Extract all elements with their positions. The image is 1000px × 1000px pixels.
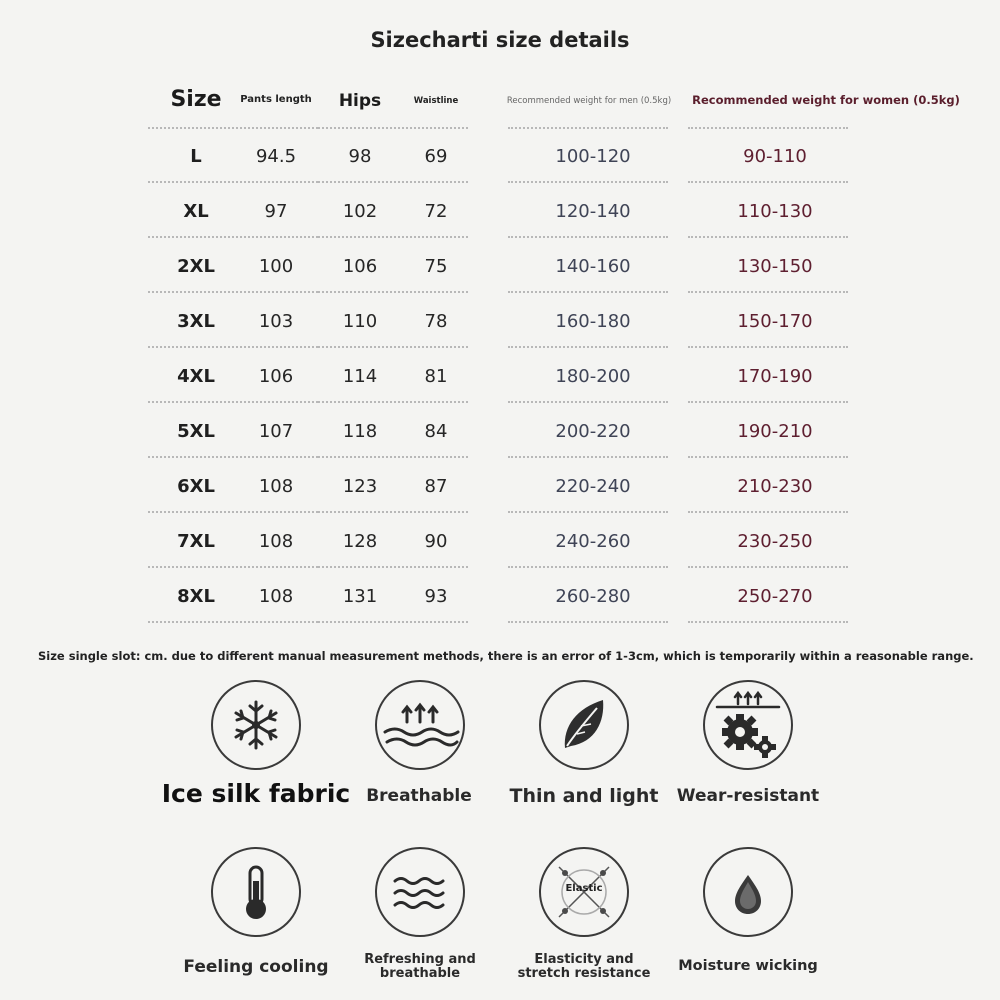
- cell-waistline: 72: [424, 201, 448, 222]
- cell-size: 7XL: [177, 531, 215, 552]
- row-separator: [688, 456, 848, 458]
- feature-label-wear-resistant: Wear-resistant: [676, 786, 820, 806]
- cell-size: 8XL: [177, 586, 215, 607]
- cell-size: 6XL: [177, 476, 215, 497]
- page-title: Sizecharti size details: [370, 28, 630, 52]
- row-separator: [148, 127, 318, 129]
- waves-icon: [375, 847, 465, 937]
- cell-women-weight: 90-110: [743, 146, 807, 167]
- row-separator: [148, 566, 318, 568]
- leaf-icon: [539, 680, 629, 770]
- row-separator: [688, 127, 848, 129]
- row-separator: [148, 456, 318, 458]
- row-separator: [508, 621, 668, 623]
- header-pants-length: Pants length: [240, 94, 312, 105]
- header-size: Size: [170, 87, 222, 112]
- measurement-note: Size single slot: cm. due to different manual measurement methods, there is an error of 1-3cm, which is temporarily within a reasonable range.: [38, 649, 974, 663]
- row-separator: [148, 401, 318, 403]
- cell-pants-length: 100: [258, 256, 294, 277]
- cell-hips: 110: [342, 311, 378, 332]
- row-separator: [508, 566, 668, 568]
- cell-size: 5XL: [177, 421, 215, 442]
- cell-size: 2XL: [177, 256, 215, 277]
- cell-women-weight: 170-190: [737, 366, 813, 387]
- row-separator: [688, 566, 848, 568]
- row-separator: [148, 236, 318, 238]
- row-separator: [688, 401, 848, 403]
- row-separator: [508, 511, 668, 513]
- feature-label-moisture-wicking: Moisture wicking: [678, 958, 818, 974]
- cell-waistline: 75: [424, 256, 448, 277]
- cell-women-weight: 230-250: [737, 531, 813, 552]
- cell-men-weight: 140-160: [555, 256, 631, 277]
- row-separator: [508, 346, 668, 348]
- row-separator: [318, 401, 468, 403]
- cell-hips: 106: [342, 256, 378, 277]
- row-separator: [318, 566, 468, 568]
- cell-hips: 123: [342, 476, 378, 497]
- row-separator: [318, 236, 468, 238]
- feature-label-refreshing: Refreshing and breathable: [364, 952, 476, 981]
- row-separator: [508, 401, 668, 403]
- row-separator: [688, 181, 848, 183]
- cell-men-weight: 100-120: [555, 146, 631, 167]
- feature-label-ice-silk: Ice silk fabric: [161, 779, 351, 808]
- cell-hips: 114: [342, 366, 378, 387]
- water-drop-icon: [703, 847, 793, 937]
- cell-hips: 98: [348, 146, 372, 167]
- cell-pants-length: 94.5: [255, 146, 297, 167]
- cell-women-weight: 250-270: [737, 586, 813, 607]
- row-separator: [148, 291, 318, 293]
- row-separator: [508, 456, 668, 458]
- row-separator: [148, 621, 318, 623]
- elastic-icon: [539, 847, 629, 937]
- gears-icon: [703, 680, 793, 770]
- row-separator: [318, 456, 468, 458]
- cell-pants-length: 106: [258, 366, 294, 387]
- cell-pants-length: 107: [258, 421, 294, 442]
- cell-pants-length: 108: [258, 531, 294, 552]
- feature-label-elasticity: Elasticity and stretch resistance: [517, 952, 651, 981]
- feature-label-thin-light: Thin and light: [509, 785, 659, 807]
- row-separator: [148, 346, 318, 348]
- row-separator: [688, 511, 848, 513]
- cell-pants-length: 97: [264, 201, 288, 222]
- row-separator: [318, 181, 468, 183]
- cell-men-weight: 180-200: [555, 366, 631, 387]
- cell-pants-length: 108: [258, 476, 294, 497]
- cell-men-weight: 160-180: [555, 311, 631, 332]
- row-separator: [508, 236, 668, 238]
- snowflake-icon: [211, 680, 301, 770]
- cell-waistline: 69: [424, 146, 448, 167]
- cell-women-weight: 210-230: [737, 476, 813, 497]
- header-women-weight: Recommended weight for women (0.5kg): [692, 93, 960, 107]
- cell-women-weight: 190-210: [737, 421, 813, 442]
- cell-pants-length: 108: [258, 586, 294, 607]
- cell-men-weight: 240-260: [555, 531, 631, 552]
- row-separator: [318, 346, 468, 348]
- breathable-icon: [375, 680, 465, 770]
- cell-size: L: [190, 146, 202, 167]
- header-men-weight: Recommended weight for men (0.5kg): [506, 96, 672, 106]
- row-separator: [508, 181, 668, 183]
- cell-size: XL: [183, 201, 209, 222]
- row-separator: [148, 511, 318, 513]
- row-separator: [688, 236, 848, 238]
- row-separator: [318, 291, 468, 293]
- row-separator: [508, 291, 668, 293]
- cell-men-weight: 260-280: [555, 586, 631, 607]
- row-separator: [148, 181, 318, 183]
- elastic-icon-text: Elastic: [565, 883, 603, 894]
- cell-waistline: 87: [424, 476, 448, 497]
- cell-waistline: 84: [424, 421, 448, 442]
- feature-label-feeling-cooling: Feeling cooling: [183, 957, 329, 977]
- row-separator: [508, 127, 668, 129]
- cell-women-weight: 130-150: [737, 256, 813, 277]
- row-separator: [688, 621, 848, 623]
- cell-waistline: 78: [424, 311, 448, 332]
- cell-size: 4XL: [177, 366, 215, 387]
- row-separator: [688, 346, 848, 348]
- cell-hips: 118: [342, 421, 378, 442]
- header-waistline: Waistline: [413, 96, 459, 106]
- cell-size: 3XL: [177, 311, 215, 332]
- cell-hips: 131: [342, 586, 378, 607]
- header-hips: Hips: [338, 91, 382, 111]
- cell-men-weight: 200-220: [555, 421, 631, 442]
- cell-men-weight: 220-240: [555, 476, 631, 497]
- cell-waistline: 93: [424, 586, 448, 607]
- cell-women-weight: 110-130: [737, 201, 813, 222]
- feature-label-breathable: Breathable: [366, 786, 472, 806]
- row-separator: [318, 127, 468, 129]
- cell-men-weight: 120-140: [555, 201, 631, 222]
- row-separator: [318, 511, 468, 513]
- row-separator: [688, 291, 848, 293]
- thermometer-icon: [211, 847, 301, 937]
- cell-women-weight: 150-170: [737, 311, 813, 332]
- cell-hips: 128: [342, 531, 378, 552]
- cell-pants-length: 103: [258, 311, 294, 332]
- cell-waistline: 90: [424, 531, 448, 552]
- cell-waistline: 81: [424, 366, 448, 387]
- cell-hips: 102: [342, 201, 378, 222]
- row-separator: [318, 621, 468, 623]
